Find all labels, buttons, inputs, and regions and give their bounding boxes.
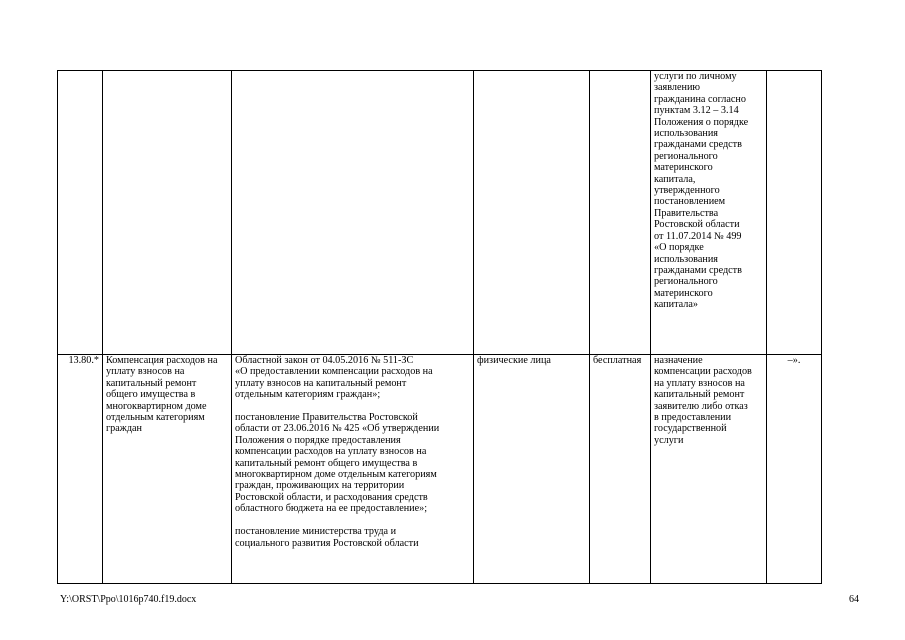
cell-code: 13.80.* — [58, 355, 103, 584]
cell-fee-empty — [590, 71, 651, 355]
cell-fee: бесплатная — [590, 355, 651, 584]
footer-file-path: Y:\ORST\Ppo\1016p740.f19.docx — [60, 594, 197, 605]
cell-code-empty — [58, 71, 103, 355]
footer-page-number: 64 — [849, 594, 859, 605]
cell-legal-basis-empty — [232, 71, 474, 355]
cell-legal-basis: Областной закон от 04.05.2016 № 511-ЗС «О предоставлении компенсации расходов на уплату взносов на капитальный ремонт отдельным категориям граждан»; постановление Правительства Ростовской области от 23.06.2016 № 425 «Об утверждении Положения о порядке предоставления компенсации расходов на уплату взносов на капитальный ремонт общего имущества в многоквартирном доме отдельным категориям граждан, проживающих на территории Ростовской области, и расходования средств областного бюджета на ее предоставление»; постановление министерства труда и социального развития Ростовской области — [232, 355, 474, 584]
cell-recipients-empty — [474, 71, 590, 355]
cell-result-continuation: услуги по личному заявлению гражданина согласно пунктам 3.12 – 3.14 Положения о порядке использования гражданами средств регионального материнского капитала, утвержденного постановлением Правительства Ростовской области от 11.07.2014 № 499 «О порядке использования гражданами средств регионального материнского капитала» — [651, 71, 767, 355]
cell-mark-empty — [767, 71, 822, 355]
cell-service-name-empty — [103, 71, 232, 355]
table-row-continuation — [58, 71, 822, 355]
cell-closing-mark: –». — [767, 355, 822, 584]
services-table — [57, 70, 822, 584]
table-row-13-80 — [58, 355, 822, 584]
cell-service-name: Компенсация расходов на уплату взносов на капитальный ремонт общего имущества в многоквартирном доме отдельным категориям граждан — [103, 355, 232, 584]
cell-result: назначение компенсации расходов на уплату взносов на капитальный ремонт заявителю либо отказ в предоставлении государственной услуги — [651, 355, 767, 584]
cell-recipients: физические лица — [474, 355, 590, 584]
